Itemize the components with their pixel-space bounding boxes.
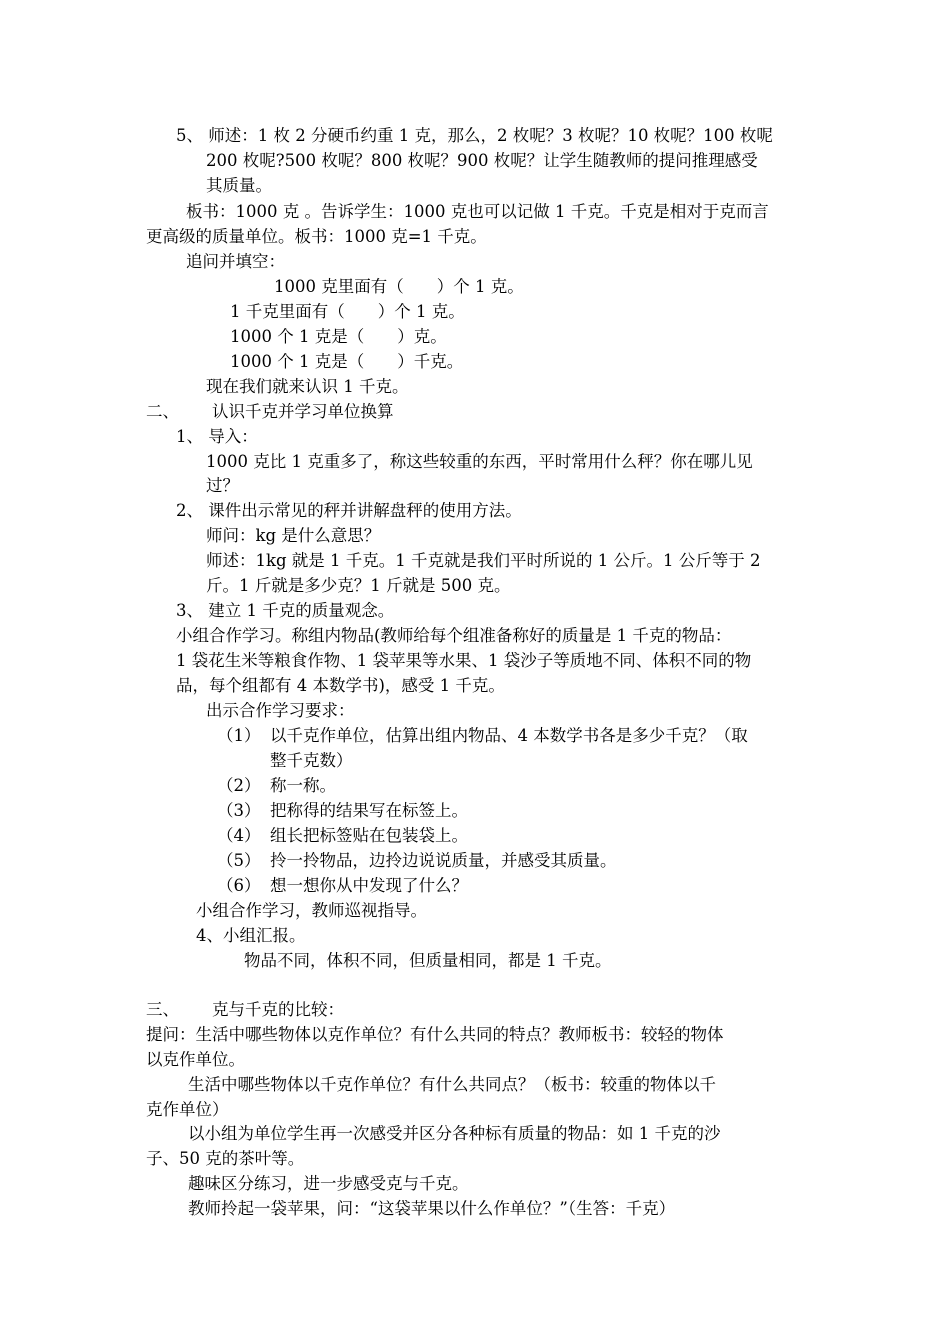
text-line: 现在我们就来认识 1 千克。 [206,377,409,396]
text-line: 教师拎起一袋苹果，问：“这袋苹果以什么作单位？”（生答：千克） [188,1199,676,1218]
text-line: 以克作单位。 [146,1050,245,1069]
list-item: 组长把标签贴在包装袋上。 [270,826,468,845]
text-line: 更高级的质量单位。板书：1000 克=1 千克。 [146,227,487,246]
text-line: 板书：1000 克 。告诉学生：1000 克也可以记做 1 千克。千克是相对于克而言 [186,202,769,221]
text-line: 过？ [206,476,239,495]
text-line: 小组合作学习。称组内物品(教师给每个组准备称好的质量是 1 千克的物品： [176,626,732,645]
text-line: 1 袋花生米等粮食作物、1 袋苹果等水果、1 袋沙子等质地不同、体积不同的物 [176,651,752,670]
text-line: 1000 克比 1 克重多了，称这些较重的东西，平时常用什么秤？你在哪儿见 [206,452,753,471]
list-item: 称一称。 [270,776,336,795]
text-line: 2、 课件出示常见的秤并讲解盘秤的使用方法。 [176,501,522,520]
text-line: 1、 导入： [176,427,258,446]
text-line: 3、 建立 1 千克的质量观念。 [176,601,395,620]
text-line: 克作单位） [146,1100,229,1119]
text-line: 师述：1kg 就是 1 千克。1 千克就是我们平时所说的 1 公斤。1 公斤等于 2 [206,551,761,570]
list-item: 想一想你从中发现了什么？ [270,876,468,895]
text-line: 师问：kg 是什么意思？ [206,526,381,545]
section-number: 二、 [146,402,179,421]
text-line: 1 千克里面有（ ）个 1 克。 [230,302,465,321]
text-line: 1000 个 1 克是（ ）克。 [230,327,447,346]
text-line: 生活中哪些物体以千克作单位？有什么共同点？（板书：较重的物体以千 [188,1075,716,1094]
text-line: 5、 师述：1 枚 2 分硬币约重 1 克，那么，2 枚呢？3 枚呢？10 枚呢？100 枚呢 [176,126,773,145]
list-marker: （1） [217,726,261,745]
section-heading: 克与千克的比较： [212,1000,344,1019]
list-item: 把称得的结果写在标签上。 [270,801,468,820]
list-item: 以千克作单位，估算出组内物品、4 本数学书各是多少千克？（取 [270,726,748,745]
text-line: 其质量。 [206,176,272,195]
text-line: 200 枚呢?500 枚呢？800 枚呢？900 枚呢？让学生随教师的提问推理感受 [206,151,758,170]
text-line: 子、50 克的茶叶等。 [146,1149,305,1168]
list-marker: （2） [217,776,261,795]
section-number: 三、 [146,1000,179,1019]
list-item: 整千克数） [270,751,353,770]
list-marker: （5） [217,851,261,870]
text-line: 小组合作学习，教师巡视指导。 [196,901,427,920]
text-line: 1000 个 1 克是（ ）千克。 [230,352,464,371]
list-marker: （4） [217,826,261,845]
text-line: 斤。1 斤就是多少克？1 斤就是 500 克。 [206,576,511,595]
list-marker: （3） [217,801,261,820]
text-line: 1000 克里面有（ ）个 1 克。 [274,277,524,296]
text-line: 趣味区分练习，进一步感受克与千克。 [188,1174,469,1193]
text-line: 4、小组汇报。 [196,926,306,945]
list-marker: （6） [217,876,261,895]
list-item: 拎一拎物品，边拎边说说质量，并感受其质量。 [270,851,617,870]
text-line: 物品不同，体积不同，但质量相同，都是 1 千克。 [244,951,612,970]
text-line: 提问：生活中哪些物体以克作单位？有什么共同的特点？教师板书：较轻的物体 [146,1025,724,1044]
text-line: 出示合作学习要求： [206,701,355,720]
text-line: 追问并填空： [186,252,285,271]
text-line: 品，每个组都有 4 本数学书)，感受 1 千克。 [176,676,505,695]
section-heading: 认识千克并学习单位换算 [212,402,394,421]
text-line: 以小组为单位学生再一次感受并区分各种标有质量的物品：如 1 千克的沙 [188,1124,721,1143]
